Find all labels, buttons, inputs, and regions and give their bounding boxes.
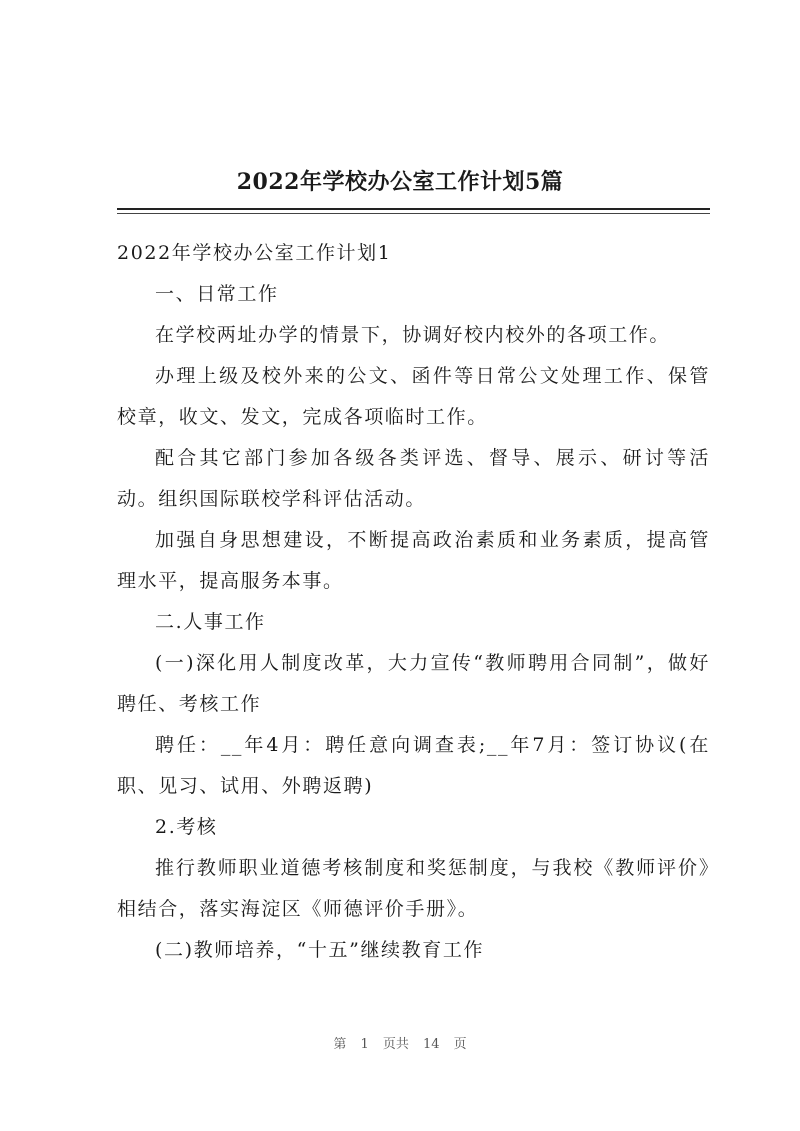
document-body [117,233,710,971]
title-divider [117,208,710,210]
paragraph: 2.考核 [155,816,218,838]
paragraph: 二.人事工作 [155,611,266,633]
paragraph: 聘任：__年4月：聘任意向调查表;__年7月：签订协议(在职、见习、试用、外聘返聘) [117,734,710,797]
paragraph: 在学校两址办学的情景下，协调好校内校外的各项工作。 [155,324,671,346]
title-divider-thin [117,213,710,214]
paragraph: 推行教师职业道德考核制度和奖惩制度，与我校《教师评价》相结合，落实海淀区《师德评价手册》。 [117,857,710,920]
paragraph: 办理上级及校外来的公文、函件等日常公文处理工作、保管校章，收文、发文，完成各项临时工作。 [117,365,710,428]
paragraph: 加强自身思想建设，不断提高政治素质和业务素质，提高管理水平，提高服务本事。 [117,529,710,592]
section-heading: 2022年学校办公室工作计划1 [117,242,392,264]
paragraph: (一)深化用人制度改革，大力宣传“教师聘用合同制”，做好聘任、考核工作 [117,652,710,715]
paragraph: 配合其它部门参加各级各类评选、督导、展示、研讨等活动。组织国际联校学科评估活动。 [117,447,710,510]
document-title: 2022年学校办公室工作计划5篇 [236,169,564,195]
page-number-footer: 第 1 页共 14 页 [333,1037,467,1052]
paragraph: (二)教师培养，“十五”继续教育工作 [155,939,485,961]
paragraph: 一、日常工作 [155,283,279,305]
